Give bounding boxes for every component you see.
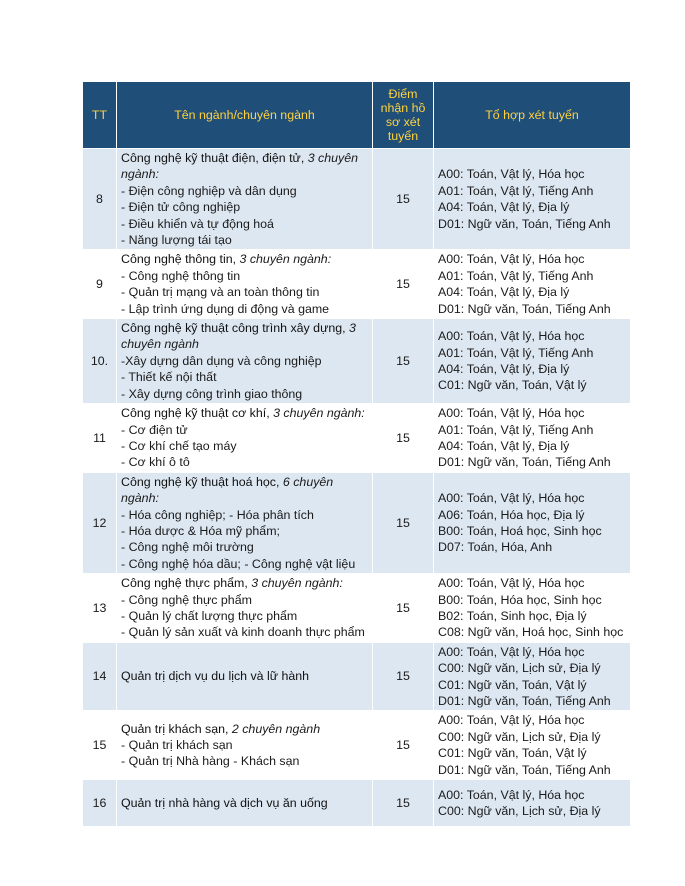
table-row [83, 319, 631, 404]
major-cell [117, 642, 373, 711]
row-number: 13 [83, 574, 117, 643]
subject-combo: B00: Toán, Hóa học, Sinh học [438, 592, 602, 607]
subject-combo: A00: Toán, Vật lý, Hóa học [438, 787, 585, 802]
specialization-item: - Điều khiển và tự động hoá [121, 216, 274, 231]
major-cell [117, 404, 373, 473]
specialization-item: - Năng lượng tái tạo [121, 233, 232, 248]
specialization-count: 6 chuyên ngành: [121, 474, 334, 506]
min-score: 15 [373, 642, 434, 711]
major-cell [117, 472, 373, 573]
min-score: 15 [373, 711, 434, 780]
subject-combo: C01: Ngữ văn, Toán, Vật lý [438, 378, 587, 393]
subject-combo: C01: Ngữ văn, Toán, Vật lý [438, 677, 587, 692]
specialization-item: - Điện tử công nghiệp [121, 200, 241, 215]
subject-combos-cell [434, 149, 631, 250]
subject-combo: D01: Ngữ văn, Toán, Tiếng Anh [438, 216, 611, 231]
major-cell [117, 574, 373, 643]
specialization-item: - Công nghệ môi trường [121, 540, 254, 555]
specialization-item: - Thiết kế nội thất [121, 370, 217, 385]
subject-combo: A00: Toán, Vật lý, Hóa học [438, 252, 585, 267]
min-score: 15 [373, 250, 434, 319]
major-cell [117, 250, 373, 319]
subject-combo: A04: Toán, Vật lý, Địa lý [438, 200, 570, 215]
subject-combo: C00: Ngữ văn, Lịch sử, Địa lý [438, 729, 601, 744]
specialization-item: - Công nghệ hóa dầu; - Công nghệ vật liệu [121, 556, 356, 571]
specialization-count: 3 chuyên ngành: [251, 576, 343, 591]
subject-combo: A00: Toán, Vật lý, Hóa học [438, 167, 585, 182]
row-number: 16 [83, 780, 117, 827]
specialization-item: - Điện công nghiệp và dân dụng [121, 183, 297, 198]
major-title [121, 320, 368, 353]
specialization-item: - Lập trình ứng dụng di động và game [121, 301, 330, 316]
subject-combos-cell [434, 319, 631, 404]
subject-combos-cell [434, 711, 631, 780]
subject-combo: D01: Ngữ văn, Toán, Tiếng Anh [438, 762, 611, 777]
table-row [83, 574, 631, 643]
specialization-item: - Hóa công nghiệp; - Hóa phân tích [121, 507, 314, 522]
subject-combo: C08: Ngữ văn, Hoá học, Sinh học [438, 625, 624, 640]
major-name: Quản trị nhà hàng và dịch vụ ăn uống [121, 795, 328, 810]
subject-combo: A00: Toán, Vật lý, Hóa học [438, 329, 585, 344]
subject-combo: B00: Toán, Hoá học, Sinh học [438, 523, 602, 538]
major-cell [117, 780, 373, 827]
specialization-item: - Công nghệ thực phẩm [121, 592, 252, 607]
subject-combo: C00: Ngữ văn, Lịch sử, Địa lý [438, 661, 601, 676]
specialization-item: - Quản trị mạng và an toàn thông tin [121, 285, 320, 300]
subject-combo: D01: Ngữ văn, Toán, Tiếng Anh [438, 455, 611, 470]
major-name: Quản trị dịch vụ du lịch và lữ hành [121, 669, 310, 684]
subject-combo: A01: Toán, Vật lý, Tiếng Anh [438, 345, 594, 360]
major-title [121, 721, 368, 737]
major-cell [117, 319, 373, 404]
header-row [83, 82, 631, 149]
subject-combo: A01: Toán, Vật lý, Tiếng Anh [438, 422, 594, 437]
specialization-item: - Công nghệ thông tin [121, 268, 241, 283]
major-name: Công nghệ kỹ thuật cơ khí, [121, 406, 270, 421]
major-title [121, 575, 368, 591]
major-title [121, 668, 368, 684]
min-score: 15 [373, 149, 434, 250]
specialization-count: 2 chuyên ngành [231, 721, 321, 736]
major-cell [117, 149, 373, 250]
subject-combos-cell [434, 642, 631, 711]
subject-combo: A04: Toán, Vật lý, Địa lý [438, 362, 570, 377]
specialization-item: - Hóa dược & Hóa mỹ phẩm; [121, 523, 280, 538]
table-row [83, 250, 631, 319]
table-row [83, 780, 631, 827]
specialization-count: 3 chuyên ngành: [273, 406, 365, 421]
table-row [83, 472, 631, 573]
specialization-item: - Quản trị Nhà hàng - Khách sạn [121, 754, 300, 769]
min-score: 15 [373, 780, 434, 827]
subject-combos-cell [434, 780, 631, 827]
subject-combos-cell [434, 250, 631, 319]
specialization-item: - Quản lý sản xuất và kinh doanh thực phẩm [121, 625, 365, 640]
major-cell [117, 711, 373, 780]
major-title [121, 474, 368, 507]
header-score: Điểm nhận hồ sơ xét tuyển [373, 82, 434, 149]
row-number: 14 [83, 642, 117, 711]
subject-combo: A01: Toán, Vật lý, Tiếng Anh [438, 268, 594, 283]
header-tt: TT [83, 82, 117, 149]
subject-combo: A04: Toán, Vật lý, Địa lý [438, 285, 570, 300]
min-score: 15 [373, 404, 434, 473]
subject-combos-cell [434, 574, 631, 643]
min-score: 15 [373, 574, 434, 643]
subject-combo: C00: Ngữ văn, Lịch sử, Địa lý [438, 804, 601, 819]
subject-combo: A00: Toán, Vật lý, Hóa học [438, 644, 585, 659]
major-name: Công nghệ kỹ thuật hoá học, [121, 474, 280, 489]
row-number: 11 [83, 404, 117, 473]
subject-combo: A00: Toán, Vật lý, Hóa học [438, 576, 585, 591]
header-major: Tên ngành/chuyên ngành [117, 82, 373, 149]
specialization-item: - Quản trị khách sạn [121, 738, 233, 753]
row-number: 8 [83, 149, 117, 250]
major-name: Công nghệ thông tin, [121, 252, 237, 267]
major-title [121, 150, 368, 183]
subject-combo: A00: Toán, Vật lý, Hóa học [438, 491, 585, 506]
specialization-count: 3 chuyên ngành: [121, 151, 359, 182]
subject-combo: D07: Toán, Hóa, Anh [438, 540, 553, 555]
subject-combos-cell [434, 472, 631, 573]
specialization-item: - Quản lý chất lượng thực phẩm [121, 608, 298, 623]
specialization-item: - Cơ điện tử [121, 422, 188, 437]
subject-combos-cell [434, 404, 631, 473]
subject-combo: B02: Toán, Sinh học, Địa lý [438, 608, 587, 623]
min-score: 15 [373, 472, 434, 573]
table-body [83, 149, 631, 827]
table-row [83, 711, 631, 780]
specialization-item: -Xây dựng dân dụng và công nghiệp [121, 353, 322, 368]
major-title [121, 795, 368, 811]
major-name: Quản trị khách sạn, [121, 721, 229, 736]
subject-combo: A06: Toán, Hóa học, Địa lý [438, 507, 585, 522]
row-number: 15 [83, 711, 117, 780]
specialization-item: - Cơ khí ô tô [121, 455, 190, 470]
subject-combo: A00: Toán, Vật lý, Hóa học [438, 406, 585, 421]
specialization-item: - Cơ khí chế tạo máy [121, 438, 237, 453]
admission-table [82, 81, 631, 827]
specialization-count: 3 chuyên ngành [121, 321, 356, 352]
subject-combo: D01: Ngữ văn, Toán, Tiếng Anh [438, 301, 611, 316]
table-row [83, 642, 631, 711]
specialization-count: 3 chuyên ngành: [239, 252, 332, 267]
table-row [83, 404, 631, 473]
table-row [83, 149, 631, 250]
subject-combo: A04: Toán, Vật lý, Địa lý [438, 438, 570, 453]
major-title [121, 251, 368, 267]
subject-combo: C01: Ngữ văn, Toán, Vật lý [438, 746, 587, 761]
subject-combo: D01: Ngữ văn, Toán, Tiếng Anh [438, 694, 611, 708]
subject-combo: A01: Toán, Vật lý, Tiếng Anh [438, 183, 594, 198]
major-name: Công nghệ thực phẩm, [121, 576, 248, 591]
header-combos: Tổ hợp xét tuyển [434, 82, 631, 149]
subject-combo: A00: Toán, Vật lý, Hóa học [438, 713, 585, 728]
row-number: 12 [83, 472, 117, 573]
row-number: 10. [83, 319, 117, 404]
specialization-item: - Xây dựng công trình giao thông [121, 386, 303, 401]
min-score: 15 [373, 319, 434, 404]
major-name: Công nghệ kỹ thuật công trình xây dựng, [121, 321, 346, 336]
major-title [121, 405, 368, 421]
row-number: 9 [83, 250, 117, 319]
major-name: Công nghệ kỹ thuật điện, điện tử, [121, 151, 305, 165]
